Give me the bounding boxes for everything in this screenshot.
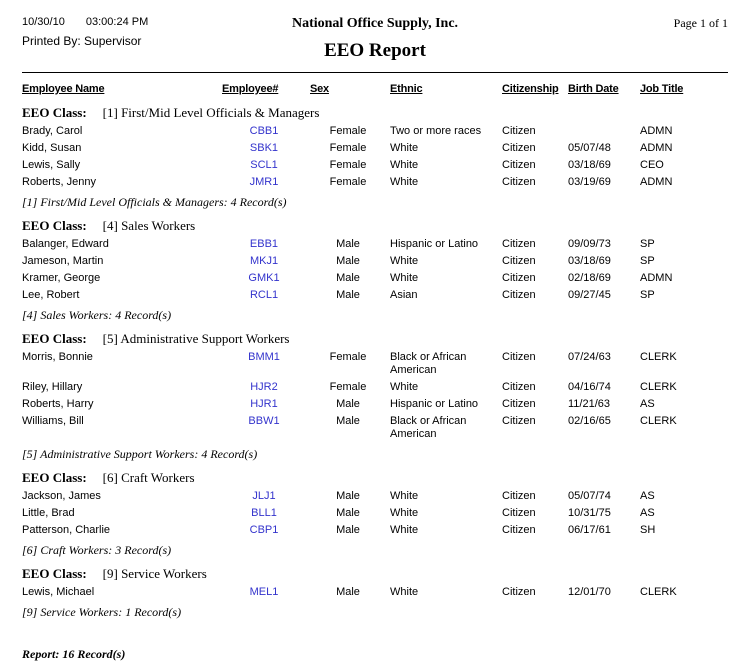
citizenship-cell: Citizen [502,176,536,188]
employee-number-link[interactable]: CBP1 [249,524,279,536]
citizenship-cell: Citizen [502,381,536,393]
ethnic-cell: White [390,142,419,154]
sex-cell: Male [336,272,360,284]
eeo-class-header [22,328,728,349]
table-row [22,157,728,174]
col-header-ethnic: Ethnic [390,83,423,95]
ethnic-cell: Hispanic or Latino [390,238,479,250]
employee-name-cell: Riley, Hillary [22,381,83,393]
sex-cell: Female [329,176,367,188]
sex-cell: Female [329,125,367,137]
col-header-employee-number: Employee# [222,83,279,95]
ethnic-cell: White [390,381,419,393]
employee-number-link[interactable]: MEL1 [249,586,279,598]
report-header [22,16,728,62]
employee-number-link[interactable]: HJR2 [250,381,278,393]
table-row [22,396,728,413]
print-date: 10/30/10 [22,16,65,28]
eeo-class-name: [4] Sales Workers [102,218,196,233]
page-number: Page 1 of 1 [673,16,728,30]
job-title-cell: AS [640,398,655,410]
birth-date-cell: 09/27/45 [568,289,611,301]
column-header-row [22,81,728,98]
job-title-cell: CEO [640,159,664,171]
eeo-class-name: [5] Administrative Support Workers [102,331,290,346]
print-time: 03:00:24 PM [85,16,149,28]
employee-name-cell: Kidd, Susan [22,142,82,154]
ethnic-cell: Asian [390,289,418,301]
birth-date-cell: 07/24/63 [568,351,611,363]
employee-name-cell: Morris, Bonnie [22,351,93,363]
group-record-count: [5] Administrative Support Workers: 4 Record(s) [22,447,258,461]
col-header-job-title: Job Title [640,83,684,95]
job-title-cell: AS [640,507,655,519]
sex-cell: Male [336,507,360,519]
job-title-cell: ADMN [640,142,673,154]
table-row [22,123,728,140]
citizenship-cell: Citizen [502,507,536,519]
table-row [22,522,728,539]
ethnic-cell: White [390,255,419,267]
table-row [22,253,728,270]
employee-number-link[interactable]: BMM1 [248,351,280,363]
table-row [22,584,728,601]
ethnic-cell: Black or African American [390,351,467,376]
eeo-class-label: EEO Class: [22,566,87,581]
ethnic-cell: White [390,272,419,284]
sex-cell: Male [336,398,360,410]
employee-number-link[interactable]: HJR1 [250,398,278,410]
employee-number-link[interactable]: JMR1 [249,176,279,188]
header-center [292,16,458,62]
group-record-count: [9] Service Workers: 1 Record(s) [22,605,182,619]
sex-cell: Female [329,142,367,154]
birth-date-cell: 03/18/69 [568,159,611,171]
employee-number-link[interactable]: EBB1 [249,238,279,250]
citizenship-cell: Citizen [502,415,536,427]
citizenship-cell: Citizen [502,255,536,267]
citizenship-cell: Citizen [502,159,536,171]
eeo-class-label: EEO Class: [22,105,87,120]
birth-date-cell: 09/09/73 [568,238,611,250]
citizenship-cell: Citizen [502,142,536,154]
employee-name-cell: Little, Brad [22,507,75,519]
eeo-class-header [22,467,728,488]
col-header-birth-date: Birth Date [568,83,619,95]
table-row [22,270,728,287]
sex-cell: Male [336,490,360,502]
group-record-count: [1] First/Mid Level Officials & Managers: 4 Record(s) [22,195,287,209]
employee-number-link[interactable]: MKJ1 [249,255,279,267]
report-table-body [22,102,728,625]
ethnic-cell: White [390,490,419,502]
sex-cell: Male [336,586,360,598]
employee-name-cell: Patterson, Charlie [22,524,111,536]
job-title-cell: SP [640,289,655,301]
job-title-cell: CLERK [640,351,677,363]
birth-date-cell: 10/31/75 [568,507,611,519]
ethnic-cell: Hispanic or Latino [390,398,479,410]
citizenship-cell: Citizen [502,289,536,301]
ethnic-cell: White [390,507,419,519]
job-title-cell: ADMN [640,272,673,284]
citizenship-cell: Citizen [502,125,536,137]
printed-by [22,34,292,48]
table-row [22,488,728,505]
eeo-class-name: [9] Service Workers [102,566,207,581]
employee-name-cell: Roberts, Jenny [22,176,96,188]
col-header-citizenship: Citizenship [502,83,559,95]
birth-date-cell: 03/18/69 [568,255,611,267]
group-record-count: [4] Sales Workers: 4 Record(s) [22,308,172,322]
printed-by-value: Supervisor [84,34,142,48]
employee-name-cell: Jackson, James [22,490,101,502]
ethnic-cell: White [390,159,419,171]
citizenship-cell: Citizen [502,586,536,598]
job-title-cell: ADMN [640,176,673,188]
citizenship-cell: Citizen [502,398,536,410]
employee-number-link[interactable]: RCL1 [249,289,279,301]
employee-name-cell: Balanger, Edward [22,238,109,250]
sex-cell: Male [336,238,360,250]
employee-name-cell: Brady, Carol [22,125,83,137]
printed-by-label: Printed By: [22,34,81,48]
employee-name-cell: Williams, Bill [22,415,84,427]
citizenship-cell: Citizen [502,351,536,363]
eeo-class-header [22,563,728,584]
job-title-cell: SH [640,524,656,536]
employee-number-link[interactable]: CBB1 [249,125,279,137]
birth-date-cell: 04/16/74 [568,381,611,393]
ethnic-cell: Black or African American [390,415,467,440]
birth-date-cell: 06/17/61 [568,524,611,536]
table-row [22,349,728,379]
job-title-cell: SP [640,255,655,267]
employee-number-link[interactable]: SCL1 [250,159,278,171]
employee-name-cell: Roberts, Harry [22,398,94,410]
eeo-class-header [22,215,728,236]
table-row [22,236,728,253]
table-row [22,505,728,522]
header-divider [22,72,728,73]
eeo-class-label: EEO Class: [22,470,87,485]
report-record-count: Report: 16 Record(s) [22,647,126,661]
employee-number-link[interactable]: JLJ1 [252,490,276,502]
sex-cell: Female [329,159,367,171]
header-left [22,16,292,48]
col-header-sex: Sex [310,83,329,95]
employee-number-link[interactable]: GMK1 [248,272,280,284]
birth-date-cell: 05/07/74 [568,490,611,502]
job-title-cell: ADMN [640,125,673,137]
print-datetime [22,16,292,28]
citizenship-cell: Citizen [502,238,536,250]
col-header-employee-name: Employee Name [22,83,105,95]
table-row [22,413,728,443]
sex-cell: Female [329,381,367,393]
employee-name-cell: Lee, Robert [22,289,80,301]
citizenship-cell: Citizen [502,490,536,502]
employee-number-link[interactable]: BBW1 [248,415,280,427]
report-title: EEO Report [324,40,426,61]
eeo-class-header [22,102,728,123]
birth-date-cell: 12/01/70 [568,586,611,598]
ethnic-cell: White [390,586,419,598]
employee-name-cell: Jameson, Martin [22,255,104,267]
birth-date-cell: 02/18/69 [568,272,611,284]
group-record-count: [6] Craft Workers: 3 Record(s) [22,543,172,557]
citizenship-cell: Citizen [502,524,536,536]
birth-date-cell: 05/07/48 [568,142,611,154]
company-name: National Office Supply, Inc. [291,16,459,31]
job-title-cell: AS [640,490,655,502]
table-row [22,379,728,396]
birth-date-cell: 11/21/63 [568,398,611,410]
eeo-class-label: EEO Class: [22,218,87,233]
sex-cell: Female [329,351,367,363]
job-title-cell: CLERK [640,586,677,598]
ethnic-cell: White [390,176,419,188]
eeo-class-name: [6] Craft Workers [102,470,195,485]
sex-cell: Male [336,289,360,301]
sex-cell: Male [336,524,360,536]
birth-date-cell [568,123,640,127]
employee-number-link[interactable]: BLL1 [251,507,277,519]
eeo-class-label: EEO Class: [22,331,87,346]
sex-cell: Male [336,255,360,267]
table-row [22,140,728,157]
employee-name-cell: Lewis, Sally [22,159,81,171]
ethnic-cell: White [390,524,419,536]
table-row [22,174,728,191]
ethnic-cell: Two or more races [390,125,482,137]
table-row [22,287,728,304]
employee-number-link[interactable]: SBK1 [249,142,279,154]
job-title-cell: CLERK [640,381,677,393]
sex-cell: Male [336,415,360,427]
birth-date-cell: 02/16/65 [568,415,611,427]
birth-date-cell: 03/19/69 [568,176,611,188]
employee-name-cell: Kramer, George [22,272,101,284]
citizenship-cell: Citizen [502,272,536,284]
job-title-cell: SP [640,238,655,250]
eeo-class-name: [1] First/Mid Level Officials & Managers [102,105,320,120]
employee-name-cell: Lewis, Michael [22,586,95,598]
job-title-cell: CLERK [640,415,677,427]
